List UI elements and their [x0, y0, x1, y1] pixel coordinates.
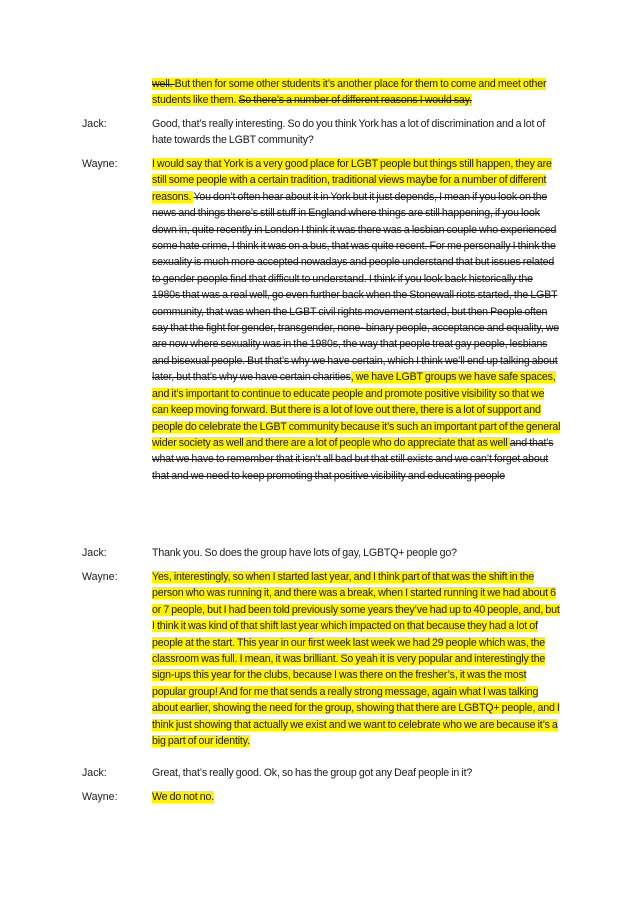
plain-segment: Thank you. So does the group have lots of gay, LGBTQ+ people go? — [152, 547, 457, 559]
speech-text — [152, 116, 562, 149]
speech-text — [152, 789, 562, 805]
plain-segment: Great, that’s really good. Ok, so has the group got any Deaf people in it? — [152, 767, 473, 779]
plain-segment: Good, that’s really interesting. So do you think York has a lot of discrimination and a lot of hate towards the LGBT community? — [152, 118, 546, 147]
speaker-label: Jack: — [82, 547, 107, 559]
speech-text — [152, 545, 562, 561]
highlighted-segment: , we have LGBT groups we have safe spaces, and it’s important to continue to educate people and promote positive visibility so that we can keep moving forward. But there is a lot of love out there, there is a lot of support and people do celebrate the LGBT community because it’s such an important part of the general wider society as well and there are a lot of people who do appreciate that as well — [152, 371, 561, 449]
speaker-label: Wayne: — [82, 791, 118, 803]
speaker-label: Jack: — [82, 767, 107, 779]
highlighted-segment: Yes, interestingly, so when I started last year, and I think part of that was the shift in the person who was running it, and there was a break, when I started running it we had about 6 or 7 people, but I had been told previously some years they’ve had up to 40 people, and, but I think it was kind of that shift last year which impacted on that because they had a lot of people at the start. This year in our first week last week we had 29 people which was, the classroom was full. I mean, it was brilliant. So yeah it is very popular and interestingly the sign-ups this year for the clubs, because I was there on the fresher’s, it was the most popular group! And for me that sends a really strong message, again what I was talking about earlier, showing the need for the group, showing that there are LGBTQ+ people, and I think just showing that actually we exist and we want to celebrate who we are because it’s a big part of our identity. — [152, 571, 560, 748]
speech-text — [152, 569, 562, 749]
speaker-label: Wayne: — [82, 571, 118, 583]
speaker-label: Jack: — [82, 118, 107, 130]
struck-segment: and that’s what we have to remember that it isn’t all bad but that still exists and we can’t forget about that and we need to keep promoting that positive visibility and educating people — [152, 436, 554, 482]
speech-text — [152, 156, 562, 484]
speech-text — [152, 765, 562, 781]
speaker-label: Wayne: — [82, 158, 118, 170]
speech-text — [152, 76, 562, 109]
struck-segment: well. — [152, 78, 175, 90]
struck-segment: You don’t often hear about it in York but it just depends, I mean if you look on the news and things there’s still stuff in England where things are still happening, if you look down in, quite recently in London I think it was there was a lesbian couple who experienced some hate crime, I think it was on a bus, that was quite recent. For me personally I think the sexuality is much more accepted nowadays and people understand that but issues related to gender people find that difficult to understand. I think if you look back historically the 1980s that was a real well, go even further back when the Stonewall riots started, the LGBT community, that was when the LGBT civil rights movement started, but then People often say that the fight for gender, transgender, none- binary people, acceptance and equality, we are now where sexuality was in the 1980s, the way that people treat gay people, lesbians and bisexual people. But that’s why we have certain, which I think we’ll end up talking about later, but that’s why we have certain charities — [152, 190, 559, 384]
highlighted-segment: But then for some other students it’s another place for them to come and meet other students like them. — [152, 78, 547, 107]
struck-segment: So there’s a number of different reasons I would say. — [238, 94, 472, 107]
highlighted-segment: We do not no. — [152, 791, 215, 803]
highlighted-segment: I would say that York is a very good place for LGBT people but things still happen, they are still some people with a certain tradition, traditional views maybe for a number of different reasons. — [152, 158, 552, 203]
